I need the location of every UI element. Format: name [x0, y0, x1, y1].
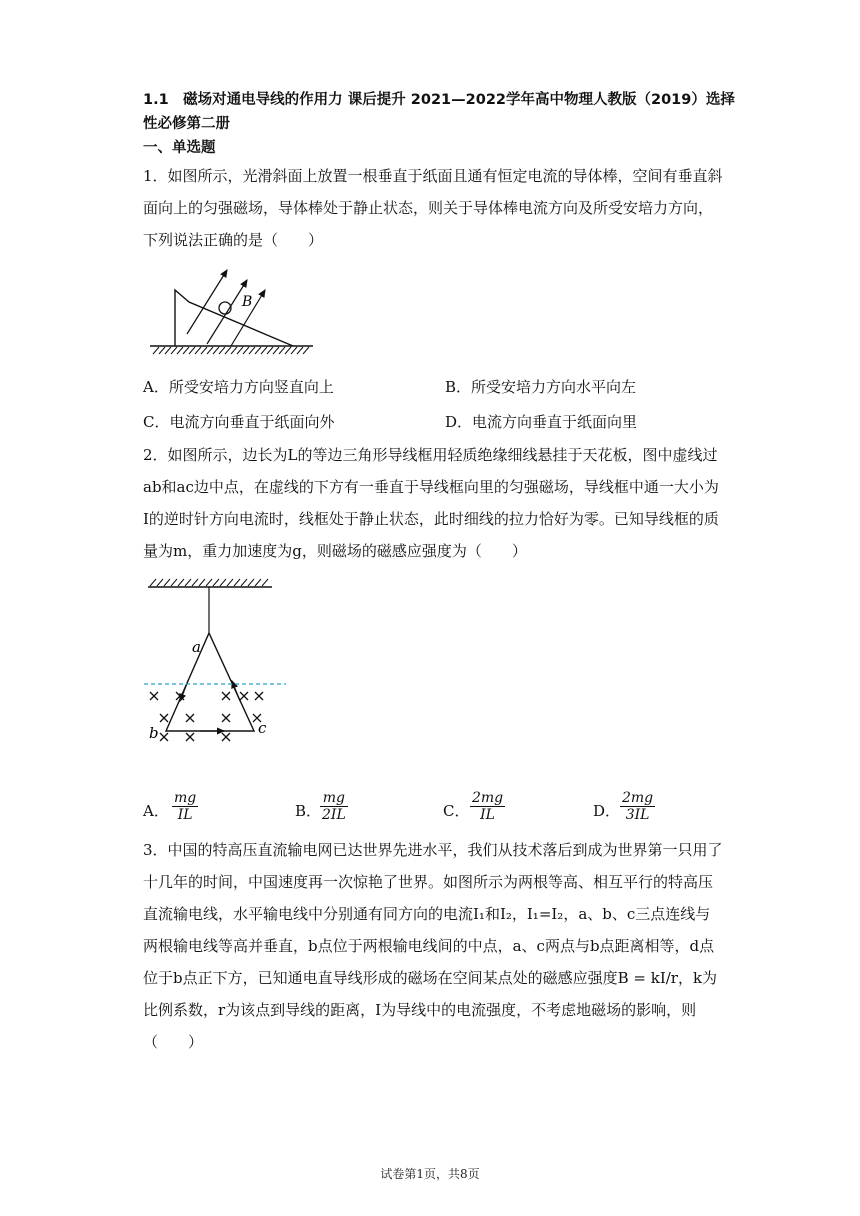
q1-option-b[interactable]: B．所受安培力方向水平向左: [445, 378, 637, 396]
q2-option-b-fraction: [320, 790, 348, 823]
q2-option-a-numerator: mg: [174, 790, 197, 806]
question-1-figure: [145, 262, 320, 358]
q2-option-c[interactable]: [443, 800, 469, 821]
q2-option-c-numerator: 2mg: [472, 790, 504, 806]
question-2-text: 2．如图所示，边长为L的等边三角形导线框用轻质绝缘细线悬挂于天花板，图中虚线过ab和ac边中点，在虚线的下方有一垂直于导线框向里的匀强磁场，导线框中通一大小为I的逆时针方向电流时，线框处于静止状态，此时细线的拉力恰好为零。已知导线框的质量为m，重力加速度为g，则磁场的磁感应强度为（ ）: [143, 446, 719, 560]
q1-option-d[interactable]: D．电流方向垂直于纸面向里: [445, 413, 638, 431]
q2-option-a-letter: A．: [143, 802, 169, 820]
vertex-label-b: b: [149, 724, 159, 742]
q1-option-c[interactable]: C．电流方向垂直于纸面向外: [143, 413, 335, 431]
question-3-text: 3．中国的特高压直流输电网已达世界先进水平，我们从技术落后到成为世界第一只用了十几年的时间，中国速度再一次惊艳了世界。如图所示为两根等高、相互平行的特高压直流输电线，水平输电线中分别通有同方向的电流I₁和I₂，I₁=I₂，a、b、c三点连线与两根输电线等高并垂直，b点位于两根输电线间的中点，a、c两点与b点距离相等，d点位于b点正下方，已知通电直导线形成的磁场在空间某点处的磁感应强度B = kI/r，k为比例系数，r为该点到导线的距离，I为导线中的电流强度，不考虑地磁场的影响，则（ ）: [143, 841, 723, 1051]
field-label-b: B: [242, 294, 253, 310]
vertex-label-a: a: [192, 638, 201, 656]
q2-option-d-numerator: 2mg: [622, 790, 654, 806]
q2-option-d-fraction: [620, 790, 655, 823]
q2-option-a[interactable]: [143, 800, 169, 821]
q2-option-c-denominator: IL: [470, 806, 505, 823]
q2-option-a-denominator: IL: [172, 806, 198, 823]
q2-option-b-numerator: mg: [322, 790, 345, 806]
q2-option-a-fraction: [172, 790, 198, 823]
q1-option-a[interactable]: A．所受安培力方向竖直向上: [143, 378, 334, 396]
q2-option-d[interactable]: [593, 800, 620, 821]
document-title: 1.1 磁场对通电导线的作用力 课后提升 2021—2022学年高中物理人教版（2019）选择性必修第二册: [143, 92, 735, 132]
q2-option-d-denominator: 3IL: [620, 806, 655, 823]
q2-option-b-denominator: 2IL: [322, 807, 346, 823]
q2-option-b[interactable]: [295, 800, 321, 821]
question-1-text: 1．如图所示，光滑斜面上放置一根垂直于纸面且通有恒定电流的导体棒，空间有垂直斜面向上的匀强磁场，导体棒处于静止状态，则关于导体棒电流方向及所受安培力方向，下列说法正确的是（ ）: [143, 167, 723, 249]
vertex-label-c: c: [258, 719, 267, 737]
question-2-figure: [140, 575, 300, 750]
page-footer: 试卷第1页，共8页: [380, 1167, 480, 1181]
q2-option-d-letter: D．: [593, 802, 621, 820]
q2-option-c-fraction: [470, 790, 505, 823]
section-heading: 一、单选题: [143, 140, 216, 156]
q2-option-b-letter: B．: [295, 802, 322, 820]
q2-option-c-letter: C．: [443, 802, 470, 820]
